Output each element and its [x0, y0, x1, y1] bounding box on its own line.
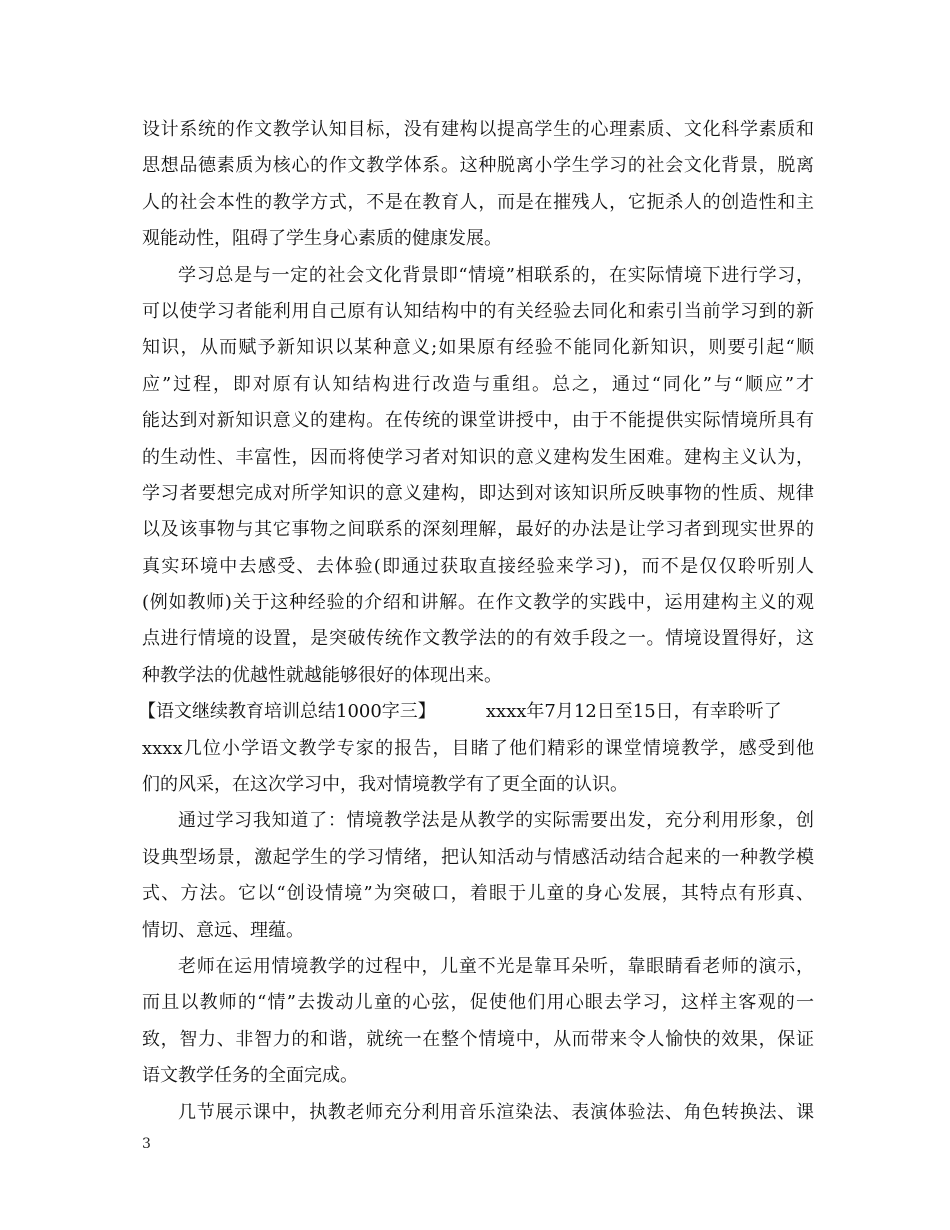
text-line: 真实环境中去感受、去体验(即通过获取直接经验来学习)，而不是仅仅聆听别人 [142, 555, 814, 577]
page-number: 3 [142, 1136, 151, 1152]
paragraph-2 [142, 258, 814, 695]
text-line: 式、方法。它以“创设情境”为突破口，着眼于儿童的身心发展，其特点有形真、 [142, 883, 814, 905]
text-line: 设典型场景，激起学生的学习情绪，把认知活动与情感活动结合起来的一种教学模 [142, 846, 814, 868]
text-line: 老师在运用情境教学的过程中，儿童不光是靠耳朵听，靠眼睛看老师的演示， [178, 955, 814, 977]
text-line: 学习者要想完成对所学知识的意义建构，即达到对该知识所反映事物的性质、规律 [142, 482, 814, 504]
text-line: xxxx年7月12日至15日，有幸聆听了 [485, 701, 782, 723]
text-line: 情切、意远、理蕴。 [142, 919, 304, 941]
text-line: 设计系统的作文教学认知目标，没有建构以提高学生的心理素质、文化科学素质和 [142, 119, 814, 140]
text-line: 人的社会本性的教学方式，不是在教育人，而是在摧残人，它扼杀人的创造性和主 [142, 191, 814, 213]
paragraph-3 [138, 694, 814, 803]
text-line: 语文教学任务的全面完成。 [142, 1065, 358, 1087]
paragraph-1 [142, 112, 814, 258]
paragraph-4 [142, 803, 814, 949]
text-line: xxxx几位小学语文教学专家的报告，目睹了他们精彩的课堂情境教学，感受到他 [142, 737, 814, 759]
paragraph-6 [142, 1095, 814, 1131]
text-line: 的生动性、丰富性，因而将使学习者对知识的意义建构发生困难。建构主义认为， [142, 446, 814, 468]
text-line: 们的风采，在这次学习中，我对情境教学有了更全面的认识。 [142, 774, 628, 796]
paragraph-5 [142, 949, 814, 1095]
text-line: 学习总是与一定的社会文化背景即“情境”相联系的，在实际情境下进行学习， [178, 264, 814, 286]
text-line: 知识，从而赋予新知识以某种意义;如果原有经验不能同化新知识，则要引起“顺 [142, 337, 814, 359]
text-line: 应”过程，即对原有认知结构进行改造与重组。总之，通过“同化”与“顺应”才 [142, 373, 814, 395]
text-line: 几节展示课中，执教老师充分利用音乐渲染法、表演体验法、角色转换法、课 [178, 1101, 814, 1123]
text-line: 能达到对新知识意义的建构。在传统的课堂讲授中，由于不能提供实际情境所具有 [142, 410, 814, 432]
section-heading-line [138, 694, 814, 730]
text-line: 可以使学习者能利用自己原有认知结构中的有关经验去同化和索引当前学习到的新 [142, 300, 814, 322]
text-line: 观能动性，阻碍了学生身心素质的健康发展。 [142, 228, 502, 250]
text-line: 致，智力、非智力的和谐，就统一在整个情境中，从而带来令人愉快的效果，保证 [142, 1028, 814, 1050]
text-line: (例如教师)关于这种经验的介绍和讲解。在作文教学的实践中，运用建构主义的观 [142, 592, 814, 614]
text-line: 通过学习我知道了：情境教学法是从教学的实际需要出发，充分利用形象，创 [178, 810, 814, 832]
section-heading: 【语文继续教育培训总结1000字三】 [138, 701, 436, 723]
text-line: 种教学法的优越性就越能够很好的体现出来。 [142, 664, 502, 686]
text-line: 以及该事物与其它事物之间联系的深刻理解，最好的办法是让学习者到现实世界的 [142, 519, 814, 541]
text-line: 而且以教师的“情”去拨动儿童的心弦，促使他们用心眼去学习，这样主客观的一 [142, 992, 814, 1014]
text-line: 点进行情境的设置，是突破传统作文教学法的的有效手段之一。情境设置得好，这 [142, 628, 814, 650]
document-body [138, 112, 814, 1131]
text-line: 思想品德素质为核心的作文教学体系。这种脱离小学生学习的社会文化背景，脱离 [142, 155, 814, 177]
